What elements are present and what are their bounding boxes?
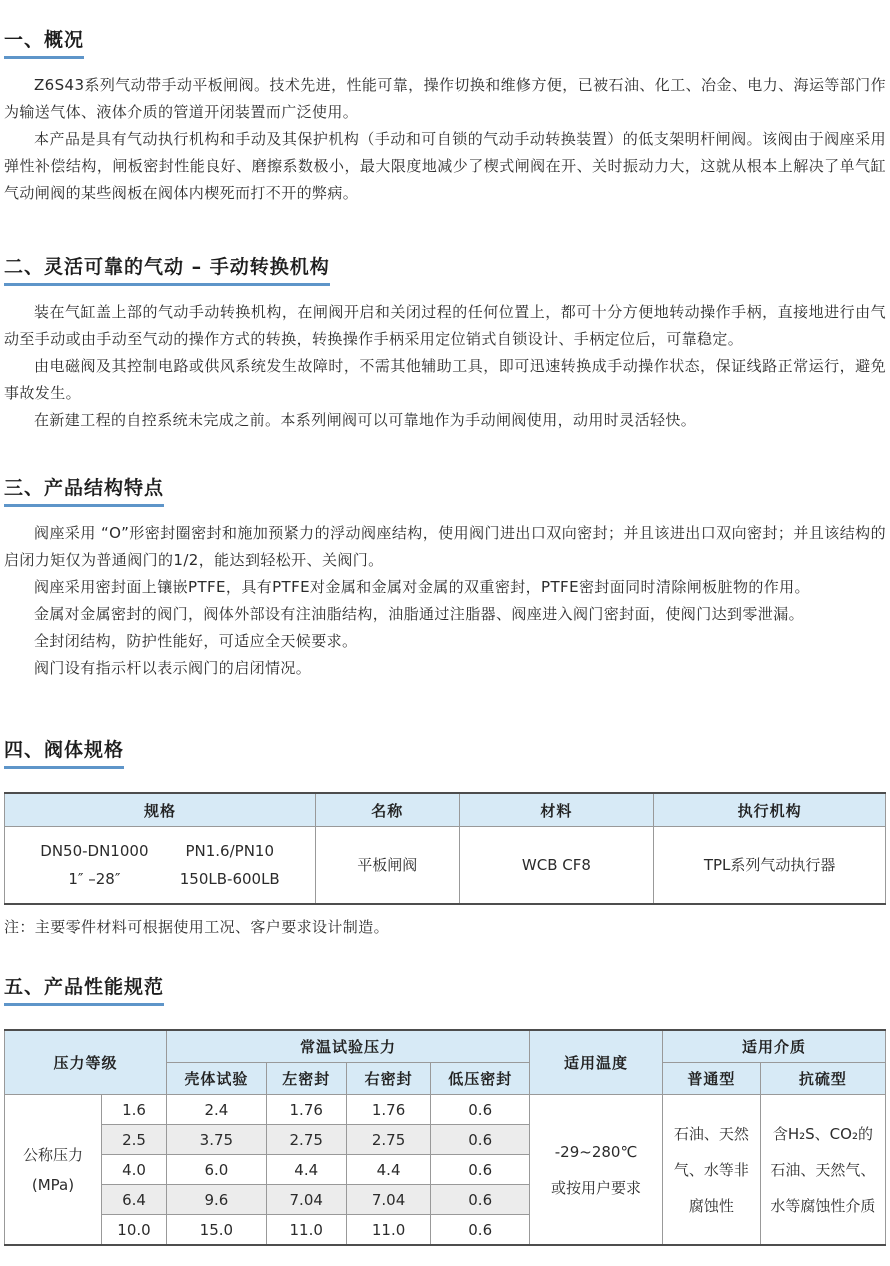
section-heading-wrap [4,476,886,520]
section-performance-heading: 五、产品性能规范 [4,975,164,1006]
header-low-pressure-seal: 低压密封 [431,1063,530,1095]
paragraph: 阀门设有指示杆以表示阀门的启闭情况。 [34,659,312,677]
performance-table [4,1029,886,1246]
header-test-pressure-group: 常温试验压力 [167,1030,530,1063]
nominal-pressure-label [5,1095,102,1246]
column-header-actuator: 执行机构 [654,793,886,827]
pressure-class-cell: 10.0 [101,1215,166,1246]
spec-pn-range: PN1.6/PN10 [185,842,274,860]
section-valve-specs-heading: 四、阀体规格 [4,738,124,769]
valve-spec-table [4,792,886,905]
header-shell-test: 壳体试验 [167,1063,267,1095]
temperature-line2: 或按用户要求 [551,1178,642,1197]
paragraph: 装在气缸盖上部的气动手动转换机构，在闸阀开启和关闭过程的任何位置上，都可十分方便地转动操作手柄，直接地进行由气动至手动或由手动至气动的操作方式的转换，转换操作手柄采用定位销式自锁设计、手柄定位后，可靠稳定。 [4,303,886,348]
header-left-seal: 左密封 [266,1063,346,1095]
spec-lb-range: 150LB-600LB [179,870,280,888]
right-seal-cell: 4.4 [346,1155,431,1185]
left-seal-cell: 2.75 [266,1125,346,1155]
section-structure-features [4,476,886,682]
column-header-material: 材料 [459,793,654,827]
section-heading-wrap [4,28,886,72]
temperature-cell [530,1095,663,1246]
low-seal-cell: 0.6 [431,1215,530,1246]
low-seal-cell: 0.6 [431,1185,530,1215]
performance-table-body [5,1095,886,1246]
table-row [5,827,886,905]
material-cell: WCB CF8 [459,827,654,905]
section-heading-wrap [4,738,886,782]
header-pressure-class: 压力等级 [5,1030,167,1095]
shell-test-cell: 6.0 [167,1155,267,1185]
low-seal-cell: 0.6 [431,1095,530,1125]
section-conversion-mechanism [4,255,886,434]
spec-pn-block [180,837,280,893]
left-seal-cell: 7.04 [266,1185,346,1215]
shell-test-cell: 9.6 [167,1185,267,1215]
spec-dn-block [40,837,148,893]
low-seal-cell: 0.6 [431,1125,530,1155]
paragraph: 阀座采用 “O”形密封圈密封和施加预紧力的浮动阀座结构，使用阀门进出口双向密封；并且该进出口双向密封；并且该结构的启闭力矩仅为普通阀门的1/2，能达到轻松开、关阀门。 [4,524,886,569]
section-heading-wrap [4,975,886,1019]
section-valve-specs [4,738,886,939]
spec-dn-range: DN50-DN1000 [40,842,149,860]
name-cell: 平板闸阀 [316,827,460,905]
header-media-group: 适用介质 [663,1030,886,1063]
section-performance-specs [4,975,886,1246]
temperature-line1: -29~280℃ [554,1142,638,1161]
pressure-class-cell: 6.4 [101,1185,166,1215]
sulfur-media-cell: 含H₂S、CO₂的石油、天然气、水等腐蚀性介质 [760,1095,885,1246]
header-temperature: 适用温度 [530,1030,663,1095]
header-right-seal: 右密封 [346,1063,431,1095]
normal-media-cell: 石油、天然气、水等非腐蚀性 [663,1095,761,1246]
spec-inch-range: 1″ –28″ [68,870,121,888]
paragraph: 全封闭结构，防护性能好，可适应全天候要求。 [34,632,358,650]
header-sulfur-type: 抗硫型 [760,1063,885,1095]
pressure-class-cell: 2.5 [101,1125,166,1155]
valve-spec-table-header [5,793,886,827]
pressure-class-cell: 1.6 [101,1095,166,1125]
right-seal-cell: 2.75 [346,1125,431,1155]
shell-test-cell: 3.75 [167,1125,267,1155]
spec-cell-content [9,837,311,893]
column-header-name: 名称 [316,793,460,827]
paragraph: 本产品是具有气动执行机构和手动及其保护机构（手动和可自锁的气动手动转换装置）的低支架明杆闸阀。该阀由于阀座采用弹性补偿结构，闸板密封性能良好、磨擦系数极小，最大限度地减少了楔式闸阀在开、关时振动力大，这就从根本上解决了单气缸气动闸阀的某些阀板在阀体内楔死而打不开的弊病。 [4,130,886,202]
column-header-spec: 规格 [5,793,316,827]
section-overview [4,28,886,207]
paragraph: Z6S43系列气动带手动平板闸阀。技术先进，性能可靠，操作切换和维修方便，已被石油、化工、冶金、电力、海运等部门作为输送气体、液体介质的管道开闭装置而广泛使用。 [4,76,886,121]
right-seal-cell: 1.76 [346,1095,431,1125]
paragraph: 在新建工程的自控系统未完成之前。本系列闸阀可以可靠地作为手动闸阀使用，动用时灵活轻快。 [34,411,697,429]
left-seal-cell: 4.4 [266,1155,346,1185]
nominal-pressure-line2: (MPa) [31,1175,75,1194]
section-structure-heading: 三、产品结构特点 [4,476,164,507]
header-normal-type: 普通型 [663,1063,761,1095]
right-seal-cell: 11.0 [346,1215,431,1246]
actuator-cell: TPL系列气动执行器 [654,827,886,905]
performance-table-header [5,1030,886,1095]
paragraph: 由电磁阀及其控制电路或供风系统发生故障时，不需其他辅助工具，即可迅速转换成手动操作状态，保证线路正常运行，避免事故发生。 [4,357,886,402]
spec-cell [5,827,316,905]
table-row [5,1095,886,1125]
low-seal-cell: 0.6 [431,1155,530,1185]
shell-test-cell: 2.4 [167,1095,267,1125]
left-seal-cell: 1.76 [266,1095,346,1125]
nominal-pressure-line1: 公称压力 [22,1145,83,1164]
section-conversion-heading: 二、灵活可靠的气动 – 手动转换机构 [4,255,330,286]
table-row [5,1030,886,1063]
table-row [5,793,886,827]
paragraph: 金属对金属密封的阀门，阀体外部设有注油脂结构，油脂通过注脂器、阀座进入阀门密封面，使阀门达到零泄漏。 [34,605,805,623]
pressure-class-cell: 4.0 [101,1155,166,1185]
section-overview-heading: 一、概况 [4,28,84,59]
spec-table-note: 注：主要零件材料可根据使用工况、客户要求设计制造。 [4,918,390,936]
paragraph: 阀座采用密封面上镶嵌PTFE，具有PTFE对金属和金属对金属的双重密封，PTFE密封面同时清除闸板脏物的作用。 [34,578,810,596]
shell-test-cell: 15.0 [167,1215,267,1246]
right-seal-cell: 7.04 [346,1185,431,1215]
valve-spec-table-body [5,827,886,905]
section-heading-wrap [4,255,886,299]
left-seal-cell: 11.0 [266,1215,346,1246]
